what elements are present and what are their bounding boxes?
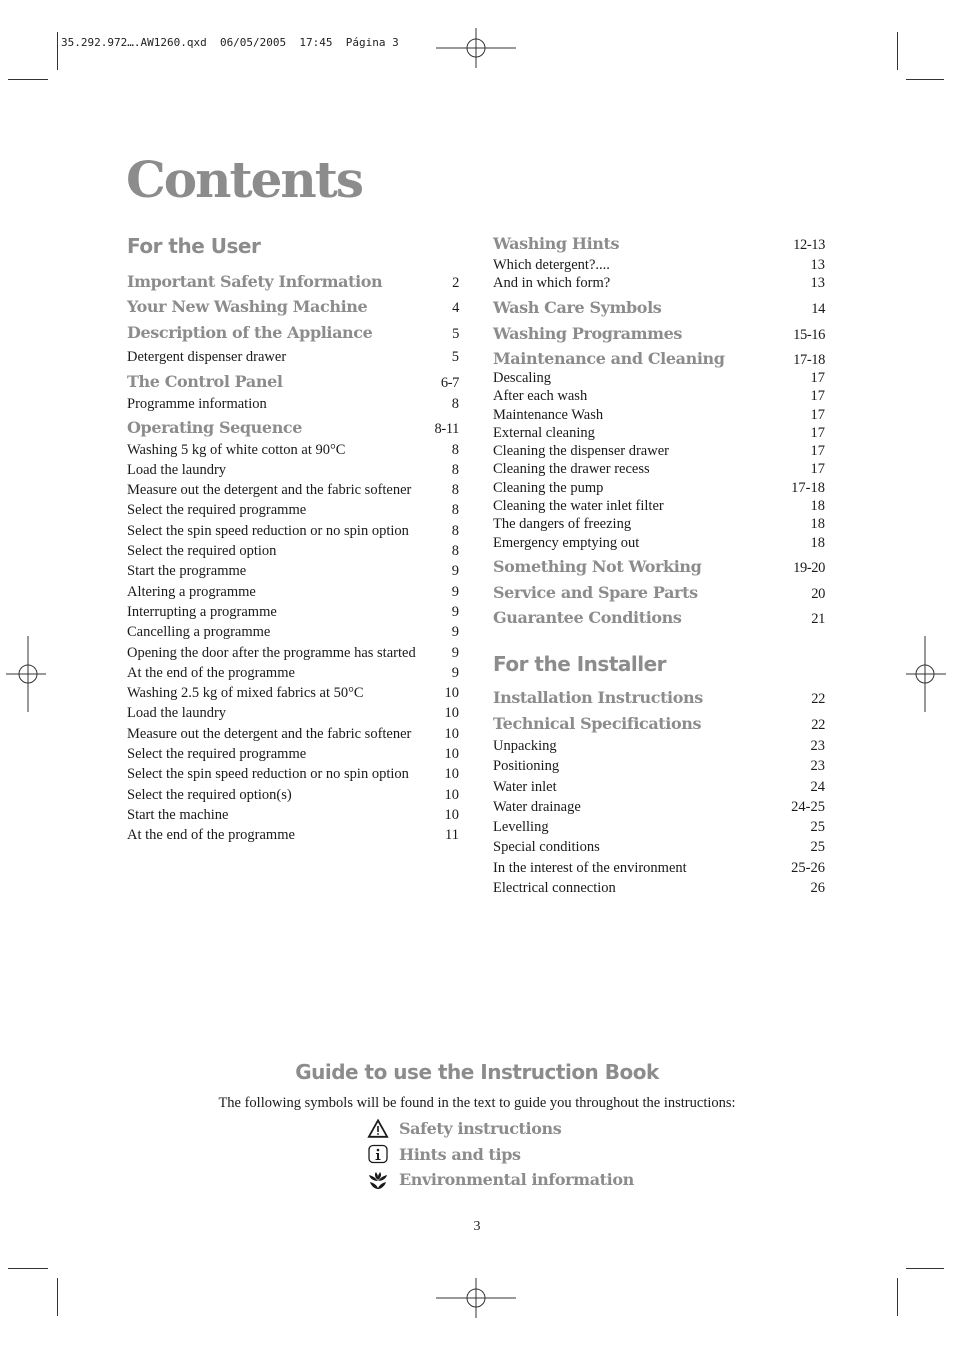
registration-mark-right (906, 636, 946, 712)
toc-subentry-page: 8 (451, 461, 459, 478)
toc-subentry (127, 622, 459, 642)
toc-entry (493, 557, 825, 583)
toc-subentry-label: Select the spin speed reduction or no spin option (127, 766, 409, 783)
toc-subentry-label: Electrical connection (493, 880, 616, 897)
toc-entry (493, 324, 825, 349)
toc-subentry (493, 387, 825, 405)
toc-subentry (127, 521, 459, 541)
toc-subentry-page: 18 (810, 534, 825, 551)
toc-entry (493, 608, 825, 632)
toc-subentry (493, 406, 825, 424)
toc-entry-page: 17-18 (793, 352, 825, 368)
toc-subentry (127, 805, 459, 825)
toc-subentry-page: 10 (444, 705, 459, 722)
toc-subentry-label: Measure out the detergent and the fabric softener (127, 482, 412, 499)
toc-entry-label: Service and Spare Parts (493, 582, 698, 602)
toc-entry (493, 298, 825, 324)
toc-subentry-page: 23 (810, 758, 825, 775)
toc-subentry-label: Unpacking (493, 737, 557, 754)
page-number: 3 (473, 1219, 481, 1234)
toc-subentry (127, 602, 459, 622)
toc-subentry-label: Levelling (493, 819, 549, 836)
toc-subentry (127, 460, 459, 480)
toc-subentry-label: Cleaning the drawer recess (493, 461, 650, 478)
toc-subentry (127, 663, 459, 683)
toc-subentry-page: 9 (451, 624, 459, 641)
toc-subentry-page: 10 (444, 725, 459, 742)
toc-subentry (493, 442, 825, 460)
toc-subentry-page: 24 (810, 778, 825, 795)
toc-subentry (127, 394, 459, 414)
toc-subentry-page: 8 (451, 522, 459, 539)
toc-subentry (127, 643, 459, 663)
toc-subentry-label: Load the laundry (127, 461, 227, 478)
toc-subentry (127, 347, 459, 367)
toc-subentry-page: 25 (810, 839, 825, 856)
toc-subentry (493, 424, 825, 442)
toc-subentry-label: External cleaning (493, 424, 595, 441)
toc-subentry (127, 825, 459, 845)
toc-subentry-label: Start the machine (127, 806, 229, 823)
toc-subentry-label: Programme information (127, 396, 267, 413)
toc-subentry-page: 10 (444, 685, 459, 702)
toc-subentry-page: 8 (451, 482, 459, 499)
toc-entry-page: 4 (452, 300, 459, 316)
toc-subentry-page: 9 (451, 644, 459, 661)
flower-icon (367, 1169, 389, 1191)
toc-entry-page: 8-11 (434, 420, 459, 437)
toc-entry (127, 272, 459, 297)
toc-entry-label: Description of the Appliance (127, 323, 373, 342)
toc-subentry-label: Select the spin speed reduction or no spin option (127, 522, 409, 539)
contents-right-column (493, 234, 825, 898)
legend-label: Environmental information (399, 1170, 634, 1190)
toc-subentry (493, 479, 825, 497)
guide-heading: Guide to use the Instruction Book (295, 1060, 659, 1084)
toc-subentry-page: 25-26 (791, 859, 825, 876)
toc-subentry-page: 8 (451, 543, 459, 560)
toc-entry (127, 297, 459, 323)
toc-subentry-label: Positioning (493, 758, 560, 775)
toc-entry (493, 234, 825, 256)
legend-label: Hints and tips (399, 1144, 521, 1164)
toc-subentry-label: Select the required option (127, 543, 277, 560)
toc-entry-label: Maintenance and Cleaning (493, 349, 725, 368)
warning-triangle-icon (367, 1118, 389, 1140)
toc-entry (493, 688, 825, 714)
toc-subentry-label: Special conditions (493, 839, 600, 856)
section-heading-user: For the User (127, 234, 261, 258)
toc-subentry-label: Descaling (493, 370, 551, 386)
toc-entry-label: Guarantee Conditions (493, 607, 682, 627)
toc-subentry-page: 17-18 (791, 479, 825, 496)
info-icon (367, 1143, 389, 1165)
legend-item-environment (367, 1167, 634, 1193)
toc-subentry-page: 8 (451, 441, 459, 458)
toc-entry-label: Your New Washing Machine (127, 297, 368, 316)
legend-item-safety (367, 1116, 634, 1142)
toc-subentry-label: Maintenance Wash (493, 406, 604, 423)
toc-subentry (127, 500, 459, 520)
symbol-legend (367, 1116, 634, 1193)
toc-subentry (493, 274, 825, 292)
toc-subentry-page: 17 (810, 443, 825, 460)
toc-subentry (493, 256, 825, 274)
toc-entry (493, 583, 825, 608)
toc-subentry-page: 8 (451, 396, 459, 413)
toc-subentry-label: Measure out the detergent and the fabric softener (127, 725, 412, 742)
toc-subentry-page: 5 (451, 349, 459, 365)
section-heading-installer: For the Installer (493, 651, 667, 676)
toc-subentry-label: And in which form? (493, 275, 611, 291)
toc-subentry (493, 736, 825, 756)
toc-subentry-label: The dangers of freezing (493, 516, 632, 533)
toc-entry-label: Important Safety Information (127, 272, 383, 291)
toc-subentry-label: Cleaning the pump (493, 479, 604, 496)
toc-entry-label: Operating Sequence (127, 417, 303, 437)
toc-entry-label: Technical Specifications (493, 713, 702, 733)
registration-mark-bottom (436, 1278, 516, 1318)
toc-subentry-page: 9 (451, 664, 459, 681)
toc-subentry (127, 683, 459, 703)
toc-subentry-page: 17 (810, 424, 825, 441)
toc-entry-page: 6-7 (440, 375, 459, 392)
toc-subentry-label: At the end of the programme (127, 827, 295, 844)
toc-entry-page: 2 (452, 275, 459, 291)
toc-subentry-page: 25 (810, 819, 825, 836)
toc-subentry-label: Detergent dispenser drawer (127, 349, 287, 365)
toc-subentry-page: 26 (810, 880, 825, 897)
toc-subentry-page: 18 (810, 498, 825, 515)
toc-subentry-page: 24-25 (791, 798, 825, 815)
toc-subentry-label: Select the required option(s) (127, 786, 292, 803)
toc-subentry (127, 785, 459, 805)
toc-entry-page: 15-16 (793, 327, 825, 343)
toc-subentry (493, 858, 825, 878)
toc-entry-page: 22 (811, 716, 825, 733)
registration-mark-top (436, 28, 516, 68)
toc-entry (493, 349, 825, 369)
toc-subentry-label: Interrupting a programme (127, 603, 277, 620)
toc-subentry (493, 878, 825, 898)
toc-subentry-label: In the interest of the environment (493, 859, 687, 876)
toc-subentry-page: 18 (810, 516, 825, 533)
legend-item-hints (367, 1142, 634, 1168)
toc-subentry (493, 369, 825, 387)
toc-subentry-label: Start the programme (127, 563, 247, 580)
toc-subentry (493, 777, 825, 797)
toc-subentry-label: At the end of the programme (127, 664, 295, 681)
toc-subentry (493, 515, 825, 533)
toc-subentry-page: 9 (451, 563, 459, 580)
toc-entry-page: 14 (811, 301, 825, 317)
toc-entry (493, 714, 825, 736)
toc-subentry (127, 703, 459, 723)
toc-subentry-page: 9 (451, 583, 459, 600)
toc-subentry-page: 17 (810, 388, 825, 405)
toc-subentry (127, 764, 459, 784)
page-title: Contents (126, 150, 363, 209)
contents-left-column (127, 234, 459, 846)
toc-subentry-label: Opening the door after the programme has started (127, 644, 416, 661)
toc-subentry-page: 10 (444, 766, 459, 783)
toc-subentry (493, 534, 825, 552)
toc-subentry (127, 744, 459, 764)
toc-subentry (127, 440, 459, 460)
toc-subentry-label: Cleaning the water inlet filter (493, 498, 664, 515)
toc-subentry (493, 460, 825, 478)
toc-subentry-label: Water drainage (493, 798, 581, 815)
toc-subentry-page: 10 (444, 746, 459, 763)
toc-subentry (127, 561, 459, 581)
toc-entry (127, 372, 459, 394)
toc-entry-label: Washing Programmes (493, 324, 683, 343)
toc-entry-label: The Control Panel (127, 372, 283, 392)
toc-subentry-label: After each wash (493, 388, 588, 405)
legend-label: Safety instructions (399, 1119, 562, 1139)
toc-subentry-label: Emergency emptying out (493, 534, 640, 551)
toc-subentry-page: 13 (810, 257, 825, 273)
toc-entry-label: Wash Care Symbols (493, 298, 662, 317)
toc-subentry-label: Altering a programme (127, 583, 256, 600)
toc-subentry (493, 756, 825, 776)
toc-subentry-label: Select the required programme (127, 746, 307, 763)
toc-subentry-label: Water inlet (493, 778, 557, 795)
toc-subentry-label: Select the required programme (127, 502, 307, 519)
toc-entry-page: 21 (811, 610, 825, 627)
toc-entry-label: Washing Hints (493, 234, 620, 253)
toc-subentry-label: Washing 5 kg of white cotton at 90°C (127, 441, 346, 458)
registration-mark-left (6, 636, 46, 712)
toc-subentry (127, 582, 459, 602)
toc-subentry-page: 11 (445, 827, 459, 844)
toc-subentry (127, 724, 459, 744)
toc-subentry (493, 497, 825, 515)
toc-subentry-label: Cancelling a programme (127, 624, 271, 641)
toc-subentry-label: Which detergent?.... (493, 257, 610, 273)
toc-entry (127, 418, 459, 440)
toc-subentry-label: Load the laundry (127, 705, 227, 722)
toc-entry-label: Something Not Working (493, 556, 702, 576)
toc-subentry (127, 541, 459, 561)
toc-subentry-label: Cleaning the dispenser drawer (493, 443, 669, 460)
toc-subentry (493, 797, 825, 817)
guide-intro-text: The following symbols will be found in the text to guide you throughout the instructions: (218, 1095, 736, 1111)
toc-entry-page: 22 (811, 690, 825, 707)
toc-entry-page: 5 (452, 326, 459, 342)
toc-subentry-page: 17 (810, 461, 825, 478)
toc-entry-page: 19-20 (793, 559, 825, 576)
toc-subentry (493, 837, 825, 857)
toc-subentry-page: 9 (451, 603, 459, 620)
toc-subentry (127, 480, 459, 500)
toc-subentry-page: 8 (451, 502, 459, 519)
toc-subentry-page: 13 (810, 275, 825, 291)
toc-subentry-page: 17 (810, 370, 825, 386)
toc-subentry-page: 17 (810, 406, 825, 423)
toc-subentry (493, 817, 825, 837)
print-slug-line: 35.292.972….AW1260.qxd 06/05/2005 17:45 Página 3 (61, 36, 399, 49)
toc-entry-page: 12-13 (793, 237, 825, 253)
toc-entry-label: Installation Instructions (493, 687, 703, 707)
toc-subentry-label: Washing 2.5 kg of mixed fabrics at 50°C (127, 685, 364, 702)
toc-entry (127, 323, 459, 347)
toc-entry-page: 20 (811, 585, 825, 602)
toc-subentry-page: 10 (444, 806, 459, 823)
toc-subentry-page: 23 (810, 737, 825, 754)
toc-subentry-page: 10 (444, 786, 459, 803)
